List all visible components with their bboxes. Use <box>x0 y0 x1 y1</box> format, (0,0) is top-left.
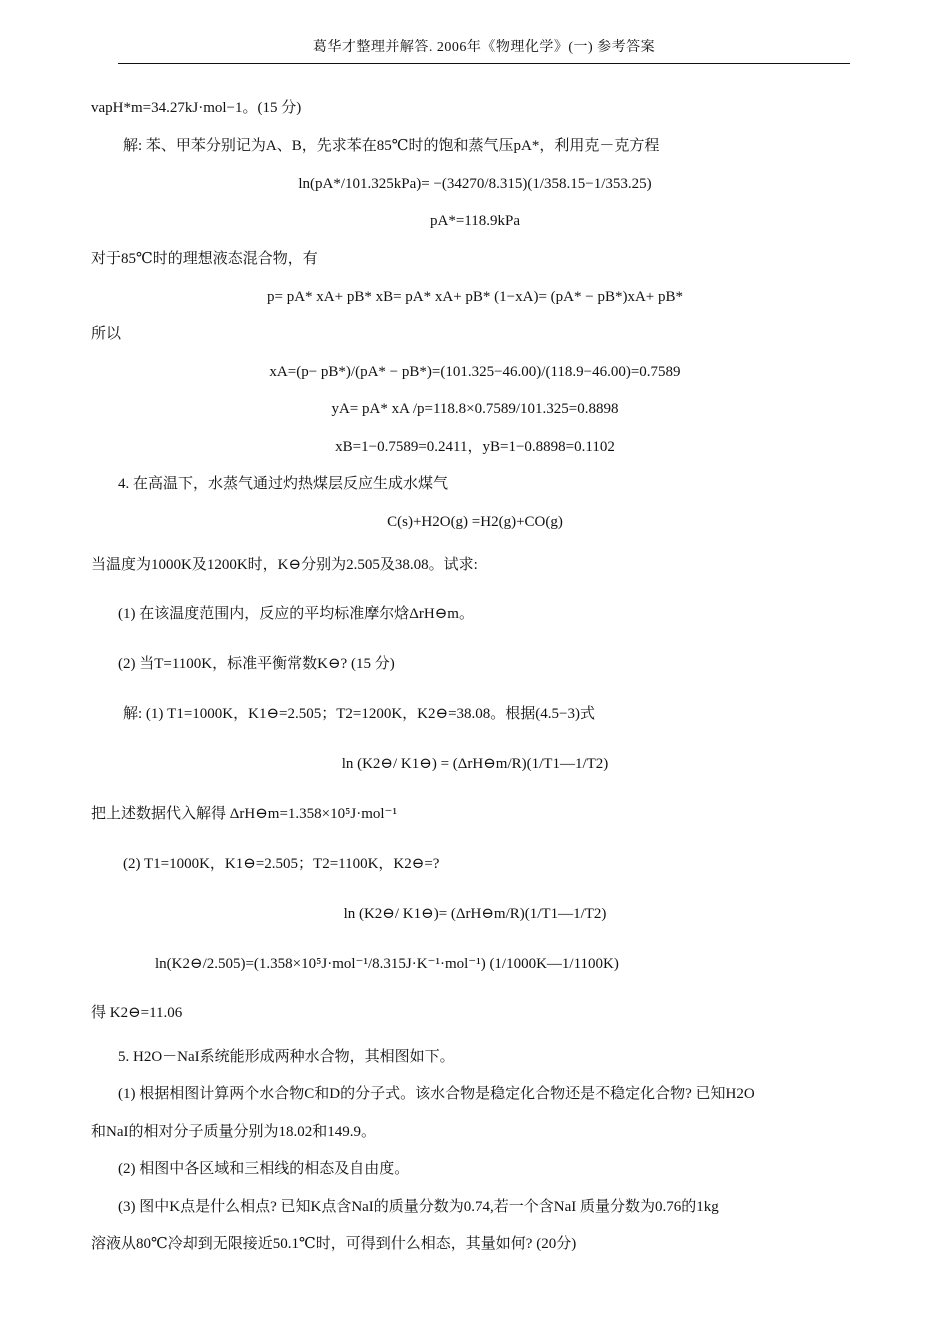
question-item: (2) 当T=1100K，标准平衡常数K⊖? (15 分) <box>118 656 395 672</box>
text-line: 当温度为1000K及1200K时，K⊖分别为2.505及38.08。试求: <box>91 557 478 573</box>
solution-line: (2) T1=1000K，K1⊖=2.505；T2=1100K，K2⊖=? <box>123 856 440 872</box>
text-line: 和NaI的相对分子质量分别为18.02和149.9。 <box>91 1124 376 1140</box>
text-line: 对于85℃时的理想液态混合物，有 <box>91 251 318 267</box>
question-item: (2) 相图中各区域和三相线的相态及自由度。 <box>118 1161 410 1177</box>
result-line: 得 K2⊖=11.06 <box>91 1005 183 1021</box>
question-item: (1) 在该温度范围内，反应的平均标准摩尔焓ΔrH⊖m。 <box>118 606 474 622</box>
solution-line: 解: (1) T1=1000K，K1⊖=2.505；T2=1200K，K2⊖=38.08。根据(4.5−3)式 <box>123 706 595 722</box>
equation: ln (K2⊖/ K1⊖)= (ΔrH⊖m/R)(1/T1—1/T2) <box>343 906 607 922</box>
text-line: 所以 <box>91 326 122 342</box>
text-line: vapH*m=34.27kJ·mol−1。(15 分) <box>91 100 302 116</box>
equation: p= pA* xA+ pB* xB= pA* xA+ pB* (1−xA)= (pA* − pB*)xA+ pB* <box>266 289 683 305</box>
question-item: (1) 根据相图计算两个水合物C和D的分子式。该水合物是稳定化合物还是不稳定化合物? 已知H2O <box>118 1086 755 1102</box>
problem-heading: 4. 在高温下，水蒸气通过灼热煤层反应生成水煤气 <box>118 476 449 492</box>
text-line: 把上述数据代入解得 ΔrH⊖m=1.358×10⁵J·mol⁻¹ <box>91 806 397 822</box>
question-item: (3) 图中K点是什么相点? 已知K点含NaI的质量分数为0.74,若一个含NaI 质量分数为0.76的1kg <box>118 1199 719 1215</box>
equation: ln(K2⊖/2.505)=(1.358×10⁵J·mol⁻¹/8.315J·K⁻¹·mol⁻¹) (1/1000K—1/1100K) <box>155 956 619 972</box>
text-line: 解: 苯、甲苯分别记为A、B，先求苯在85℃时的饱和蒸气压pA*，利用克－克方程 <box>123 138 660 154</box>
page-header: 葛华才整理并解答. 2006年《物理化学》(一) 参考答案 <box>312 40 656 55</box>
problem-heading: 5. H2O－NaI系统能形成两种水合物，其相图如下。 <box>118 1049 455 1065</box>
equation: ln(pA*/101.325kPa)= −(34270/8.315)(1/358.15−1/353.25) <box>298 176 652 192</box>
header-rule <box>118 63 850 64</box>
equation: C(s)+H2O(g) =H2(g)+CO(g) <box>387 514 563 530</box>
text-line: 溶液从80℃冷却到无限接近50.1℃时，可得到什么相态，其量如何? (20分) <box>91 1236 577 1252</box>
equation: yA= pA* xA /p=118.8×0.7589/101.325=0.8898 <box>331 401 619 417</box>
equation: ln (K2⊖/ K1⊖) = (ΔrH⊖m/R)(1/T1—1/T2) <box>341 756 609 772</box>
equation: xB=1−0.7589=0.2411，yB=1−0.8898=0.1102 <box>335 439 615 455</box>
equation: xA=(p− pB*)/(pA* − pB*)=(101.325−46.00)/(118.9−46.00)=0.7589 <box>269 364 681 380</box>
equation: pA*=118.9kPa <box>430 213 520 229</box>
